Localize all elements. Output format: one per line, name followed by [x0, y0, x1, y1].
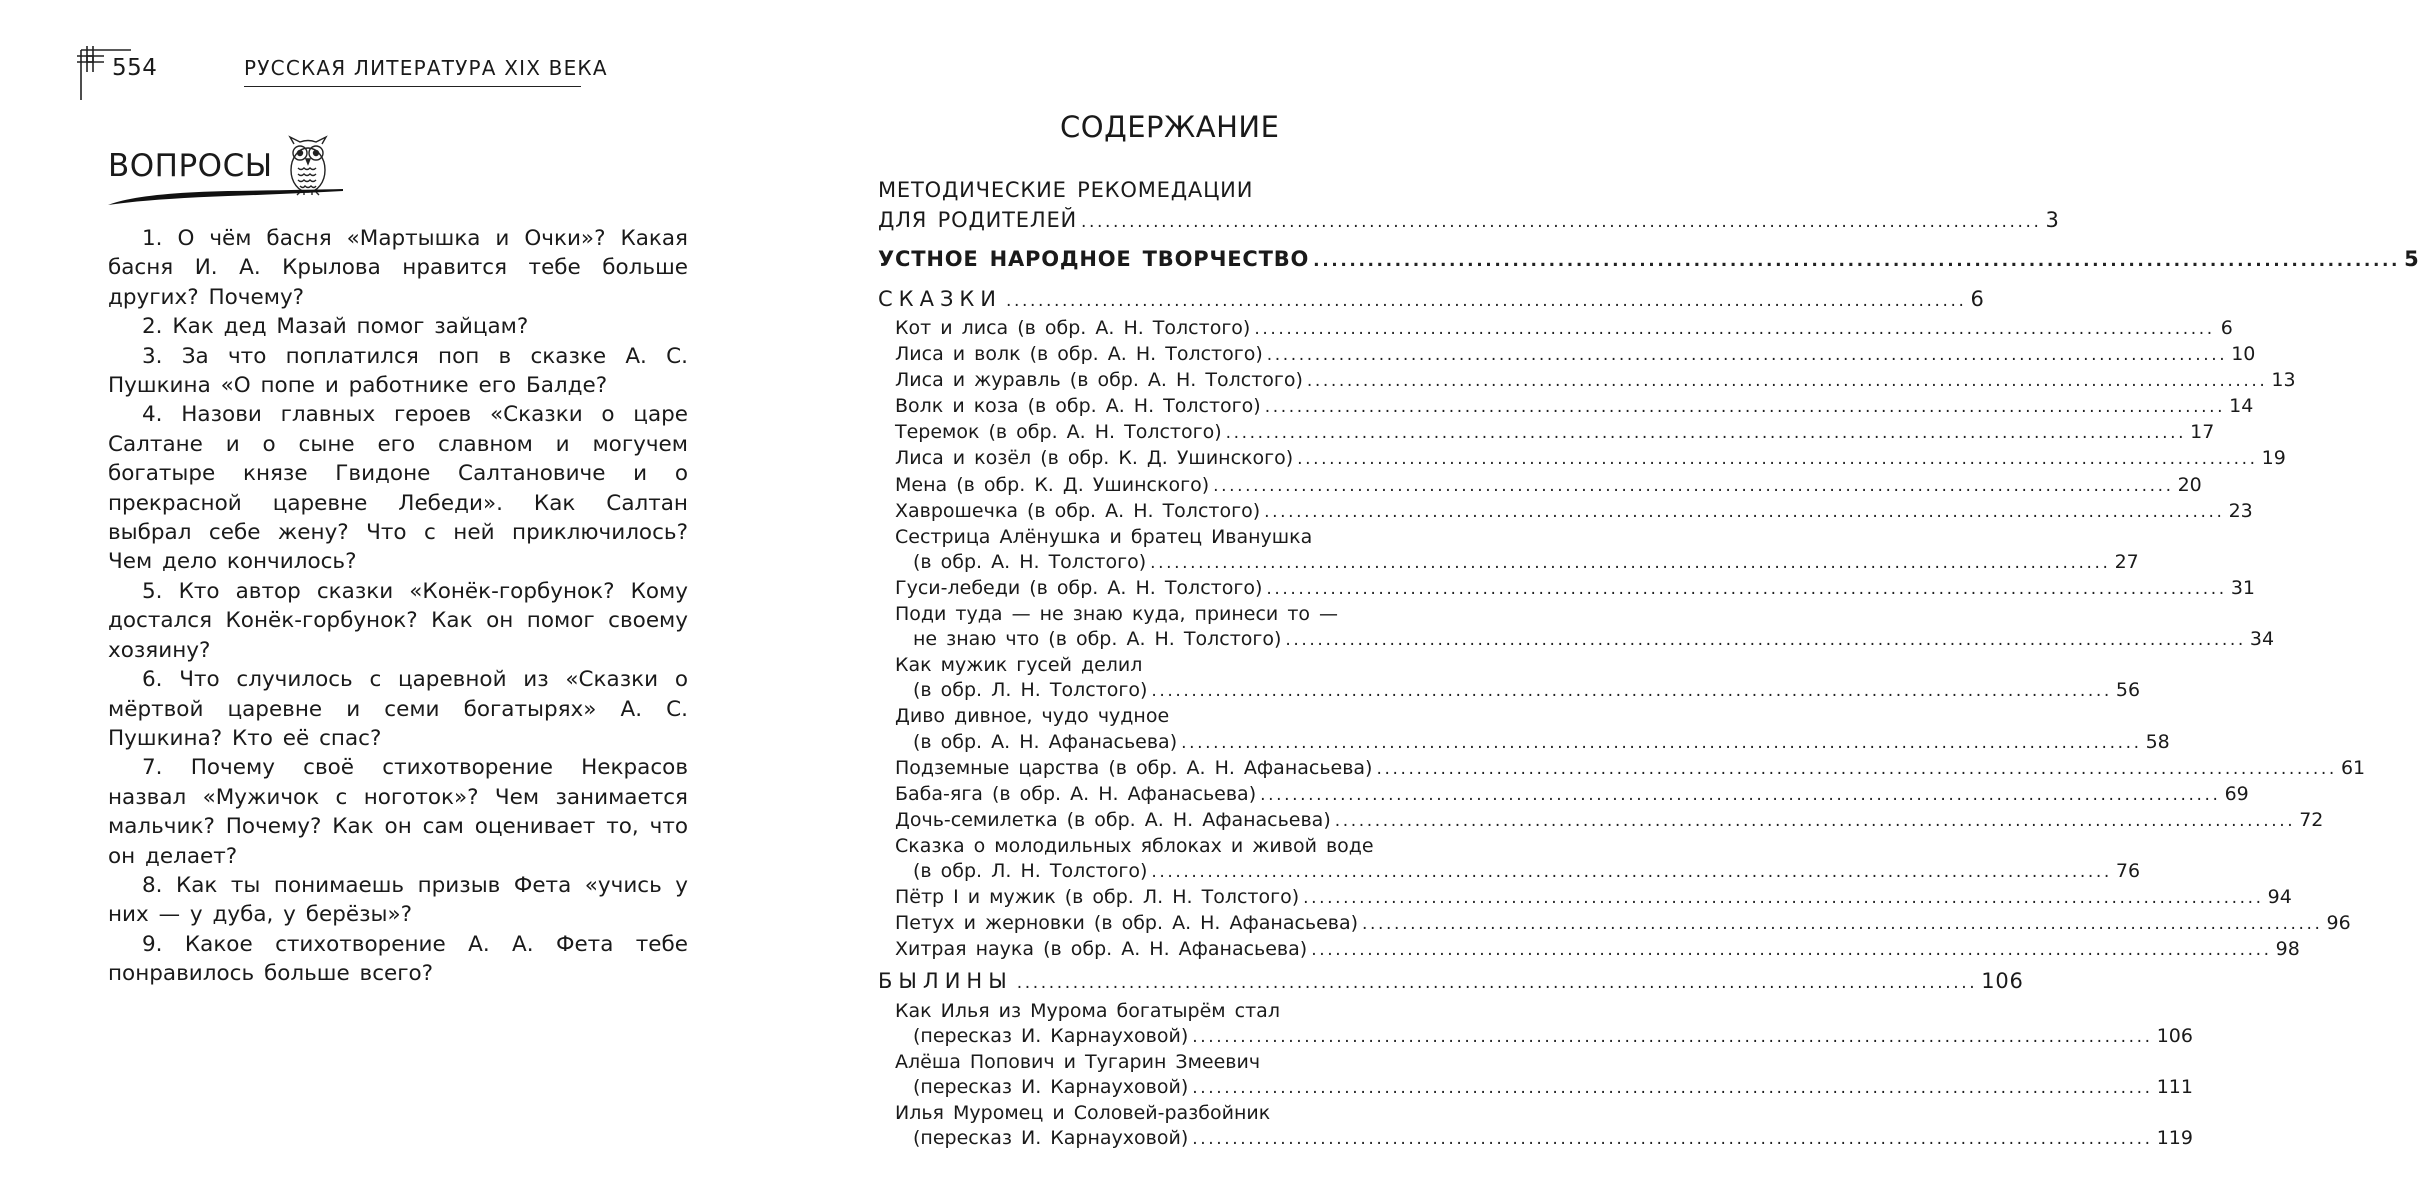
toc-page-number: 94	[2267, 886, 2292, 909]
toc-entry	[878, 885, 2292, 911]
toc-entry	[878, 602, 1458, 627]
toc-entry-title: Мена (в обр. К. Д. Ушинского)	[895, 473, 1210, 496]
dot-leader: ........................................................................................................................	[1297, 449, 2258, 470]
toc-page-number: 56	[2115, 679, 2141, 702]
toc-page-number: 6	[1970, 286, 1985, 311]
dot-leader: ........................................................................................................................	[1362, 914, 2323, 935]
dot-leader: ........................................................................................................................	[1081, 211, 2042, 232]
toc-entry-title: (пересказ И. Карнауховой)	[913, 1076, 1189, 1099]
toc-entry-title: Илья Муромец и Соловей-разбойник	[895, 1102, 1271, 1125]
toc-page-number: 111	[2156, 1076, 2193, 1099]
toc-heading-methodical	[878, 206, 2060, 238]
dot-leader: ........................................................................................................................	[1192, 1129, 2153, 1150]
toc-page-number: 34	[2249, 628, 2275, 651]
toc-page-number: 58	[2145, 730, 2170, 753]
toc-page-number: 96	[2326, 912, 2351, 935]
dot-leader: ........................................................................................................................	[1225, 423, 2187, 444]
toc-entry	[878, 653, 1458, 678]
toc-page-number: 72	[2299, 808, 2324, 831]
toc-entry-title: Подземные царства (в обр. А. Н. Афанасьева)	[895, 756, 1373, 779]
page-number: 554	[112, 55, 158, 81]
toc-page-number: 3	[2045, 207, 2060, 232]
toc-entry-title: Лиса и козёл (в обр. К. Д. Ушинского)	[895, 447, 1294, 470]
table-of-contents	[878, 176, 2420, 1152]
toc-entry	[878, 394, 2254, 420]
toc-entry	[878, 808, 2324, 834]
dot-leader: ........................................................................................................................	[1285, 630, 2246, 651]
dot-leader: ........................................................................................................................	[1213, 475, 2174, 496]
toc-entry	[878, 834, 1458, 859]
dot-leader: ........................................................................................................................	[1150, 552, 2111, 573]
dot-leader: ........................................................................................................................	[1266, 345, 2228, 366]
toc-entry	[878, 704, 1458, 729]
toc-page-number: 69	[2224, 782, 2249, 805]
toc-entry-title: Лиса и волк (в обр. А. Н. Толстого)	[895, 343, 1263, 366]
toc-heading-tales	[878, 285, 1985, 317]
dot-leader: ........................................................................................................................	[1006, 290, 1967, 311]
toc-entry-title: Петух и жерновки (в обр. А. Н. Афанасьева)	[895, 912, 1359, 935]
byliny-list	[878, 999, 2193, 1153]
toc-page-number: 17	[2190, 421, 2215, 444]
toc-entry	[878, 368, 2296, 394]
toc-entry	[878, 342, 2256, 368]
toc-entry-title: СКАЗКИ	[878, 286, 1003, 311]
toc-page-number: 98	[2275, 938, 2300, 961]
toc-page-number: 106	[1981, 969, 2024, 994]
toc-entry-title: Хитрая наука (в обр. А. Н. Афанасьева)	[895, 938, 1308, 961]
toc-entry-title: Дочь-семилетка (в обр. А. Н. Афанасьева)	[895, 808, 1331, 831]
question-item: 1. О чём басня «Мартышка и Очки»? Какая басня И. А. Крылова нравится тебе больше других? Почему?	[108, 226, 688, 310]
toc-heading-methodical	[878, 176, 1458, 206]
toc-entry-title: (пересказ И. Карнауховой)	[913, 1024, 1189, 1047]
toc-entry	[878, 911, 2351, 937]
question-item: 8. Как ты понимаешь призыв Фета «учись у них — у дуба, у берёзы»?	[108, 872, 688, 928]
toc-entry-title: (в обр. А. Н. Толстого)	[913, 550, 1147, 573]
toc-entry-title: Лиса и журавль (в обр. А. Н. Толстого)	[895, 369, 1303, 392]
toc-entry-title: МЕТОДИЧЕСКИЕ РЕКОМЕДАЦИИ	[878, 178, 1254, 202]
toc-entry	[878, 937, 2300, 963]
toc-entry	[878, 420, 2215, 446]
toc-entry	[878, 1101, 1458, 1126]
dot-leader: ........................................................................................................................	[1260, 784, 2221, 805]
questions-list	[108, 224, 688, 989]
toc-entry-title: (в обр. А. Н. Афанасьева)	[913, 730, 1178, 753]
dot-leader: ........................................................................................................................	[1016, 973, 1978, 994]
toc-entry-title: Волк и коза (в обр. А. Н. Толстого)	[895, 395, 1261, 418]
toc-entry-title: Сказка о молодильных яблоках и живой воде	[895, 834, 1374, 857]
toc-entry	[878, 316, 2233, 342]
dot-leader: ........................................................................................................................	[1254, 319, 2215, 339]
toc-page-number: 76	[2115, 859, 2141, 882]
question-item: 7. Почему своё стихотворение Некрасов назвал «Мужичок с ноготок»? Чем занимается мальчик? Почему? Как он сам оценивает то, что он делает?	[108, 755, 688, 869]
toc-entry-continuation	[878, 1075, 2193, 1101]
toc-page-number: 14	[2229, 395, 2254, 418]
question-item: 4. Назови главных героев «Сказки о царе Салтане и о сыне его славном и могучем богатыре князе Гвидоне Салтановиче и о прекрасной царевне Лебеди». Как Салтан выбрал себе жену? Что с ней приключилось? Чем дело кончилось?	[108, 402, 688, 575]
toc-page-number: 61	[2340, 756, 2366, 779]
dot-leader: ........................................................................................................................	[1264, 501, 2225, 522]
question-item: 5. Кто автор сказки «Конёк-горбунок? Кому достался Конёк-горбунок? Как он помог своему хозяину?	[108, 578, 688, 663]
toc-entry-title: Хаврошечка (в обр. А. Н. Толстого)	[895, 499, 1261, 522]
toc-entry-title: Баба-яга (в обр. А. Н. Афанасьева)	[895, 782, 1257, 805]
toc-entry	[878, 1050, 1458, 1075]
toc-entry-title: Алёша Попович и Тугарин Змеевич	[895, 1051, 1261, 1074]
tales-list	[878, 316, 2366, 963]
toc-entry	[878, 473, 2202, 499]
toc-page-number: 19	[2261, 447, 2286, 470]
left-page	[0, 0, 760, 1201]
toc-page-number: 119	[2156, 1127, 2193, 1150]
dot-leader: ........................................................................................................................	[1303, 888, 2264, 909]
question-item: 9. Какое стихотворение А. А. Фета тебе понравилось больше всего?	[108, 931, 688, 987]
dot-leader: ........................................................................................................................	[1334, 810, 2296, 831]
toc-entry-title: Гуси-лебеди (в обр. А. Н. Толстого)	[895, 576, 1263, 599]
toc-entry-continuation	[878, 627, 2275, 653]
toc-entry-continuation	[878, 678, 2141, 704]
dot-leader: ........................................................................................................................	[1376, 758, 2337, 779]
toc-title: СОДЕРЖАНИЕ	[1060, 110, 1280, 144]
toc-heading-byliny	[878, 967, 2024, 999]
toc-entry-title: Кот и лиса (в обр. А. Н. Толстого)	[895, 317, 1251, 339]
toc-page-number: 6	[2220, 317, 2233, 339]
right-page	[800, 0, 2420, 1201]
dot-leader: ........................................................................................................................	[1151, 681, 2112, 702]
dot-leader: ........................................................................................................................	[1264, 397, 2226, 418]
section-title: ВОПРОСЫ	[108, 148, 273, 184]
toc-entry-title: Как Илья из Мурома богатырём стал	[895, 999, 1280, 1022]
dot-leader: ........................................................................................................................	[1151, 861, 2112, 882]
toc-entry-title: (в обр. Л. Н. Толстого)	[913, 679, 1148, 702]
toc-entry-title: (в обр. Л. Н. Толстого)	[913, 859, 1148, 882]
toc-page-number: 5	[2404, 247, 2420, 271]
toc-entry	[878, 576, 2256, 602]
dot-leader: ........................................................................................................................	[1192, 1078, 2153, 1099]
toc-entry-title: Пётр I и мужик (в обр. Л. Н. Толстого)	[895, 886, 1300, 909]
toc-entry-title: Поди туда — не знаю куда, принеси то —	[895, 603, 1339, 626]
question-item: 2. Как дед Мазай помог зайцам?	[142, 314, 529, 340]
toc-entry-title: (пересказ И. Карнауховой)	[913, 1127, 1189, 1150]
toc-entry-continuation	[878, 1126, 2193, 1152]
toc-page-number: 31	[2230, 576, 2256, 599]
question-item: 6. Что случилось с царевной из «Сказки о мёртвой царевне и семи богатырях» А. С. Пушкина? Кто её спас?	[108, 667, 688, 751]
toc-page-number: 20	[2177, 473, 2202, 496]
toc-entry-title: БЫЛИНЫ	[878, 969, 1013, 994]
toc-entry-title: не знаю что (в обр. А. Н. Толстого)	[913, 628, 1282, 651]
toc-entry-title: Теремок (в обр. А. Н. Толстого)	[895, 421, 1222, 444]
question-item: 3. За что поплатился поп в сказке А. С. Пушкина «О попе и работнике его Балде?	[108, 343, 688, 399]
toc-entry	[878, 499, 2253, 525]
toc-page-number: 10	[2231, 343, 2256, 366]
toc-heading-folk	[878, 245, 2420, 277]
toc-page-number: 13	[2271, 369, 2296, 392]
toc-entry	[878, 756, 2366, 782]
toc-entry	[878, 782, 2249, 808]
toc-entry-title: Диво дивное, чудо чудное	[895, 705, 1170, 728]
running-title: РУССКАЯ ЛИТЕРАТУРА XIX ВЕКА	[244, 56, 581, 87]
dot-leader: ........................................................................................................................	[1313, 251, 2401, 271]
dot-leader: ........................................................................................................................	[1266, 578, 2227, 599]
toc-entry-continuation	[878, 1024, 2193, 1050]
toc-page-number: 27	[2114, 550, 2139, 573]
toc-entry-title: УСТНОЕ НАРОДНОЕ ТВОРЧЕСТВО	[878, 247, 1310, 271]
toc-entry	[878, 525, 1458, 550]
toc-page-number: 106	[2156, 1024, 2193, 1047]
dot-leader: ........................................................................................................................	[1181, 732, 2142, 753]
dot-leader: ........................................................................................................................	[1306, 371, 2268, 392]
toc-entry-title: Как мужик гусей делил	[895, 654, 1143, 677]
toc-entry-title: ДЛЯ РОДИТЕЛЕЙ	[878, 207, 1078, 232]
dot-leader: ........................................................................................................................	[1311, 940, 2272, 961]
heading-underline-swoosh	[108, 185, 343, 207]
dot-leader: ........................................................................................................................	[1192, 1026, 2153, 1047]
toc-entry-title: Сестрица Алёнушка и братец Иванушка	[895, 525, 1313, 548]
toc-entry-continuation	[878, 859, 2141, 885]
toc-entry-continuation	[878, 550, 2139, 576]
toc-entry	[878, 999, 1458, 1024]
toc-entry	[878, 446, 2286, 472]
toc-entry-continuation	[878, 730, 2170, 756]
toc-page-number: 23	[2228, 499, 2253, 522]
